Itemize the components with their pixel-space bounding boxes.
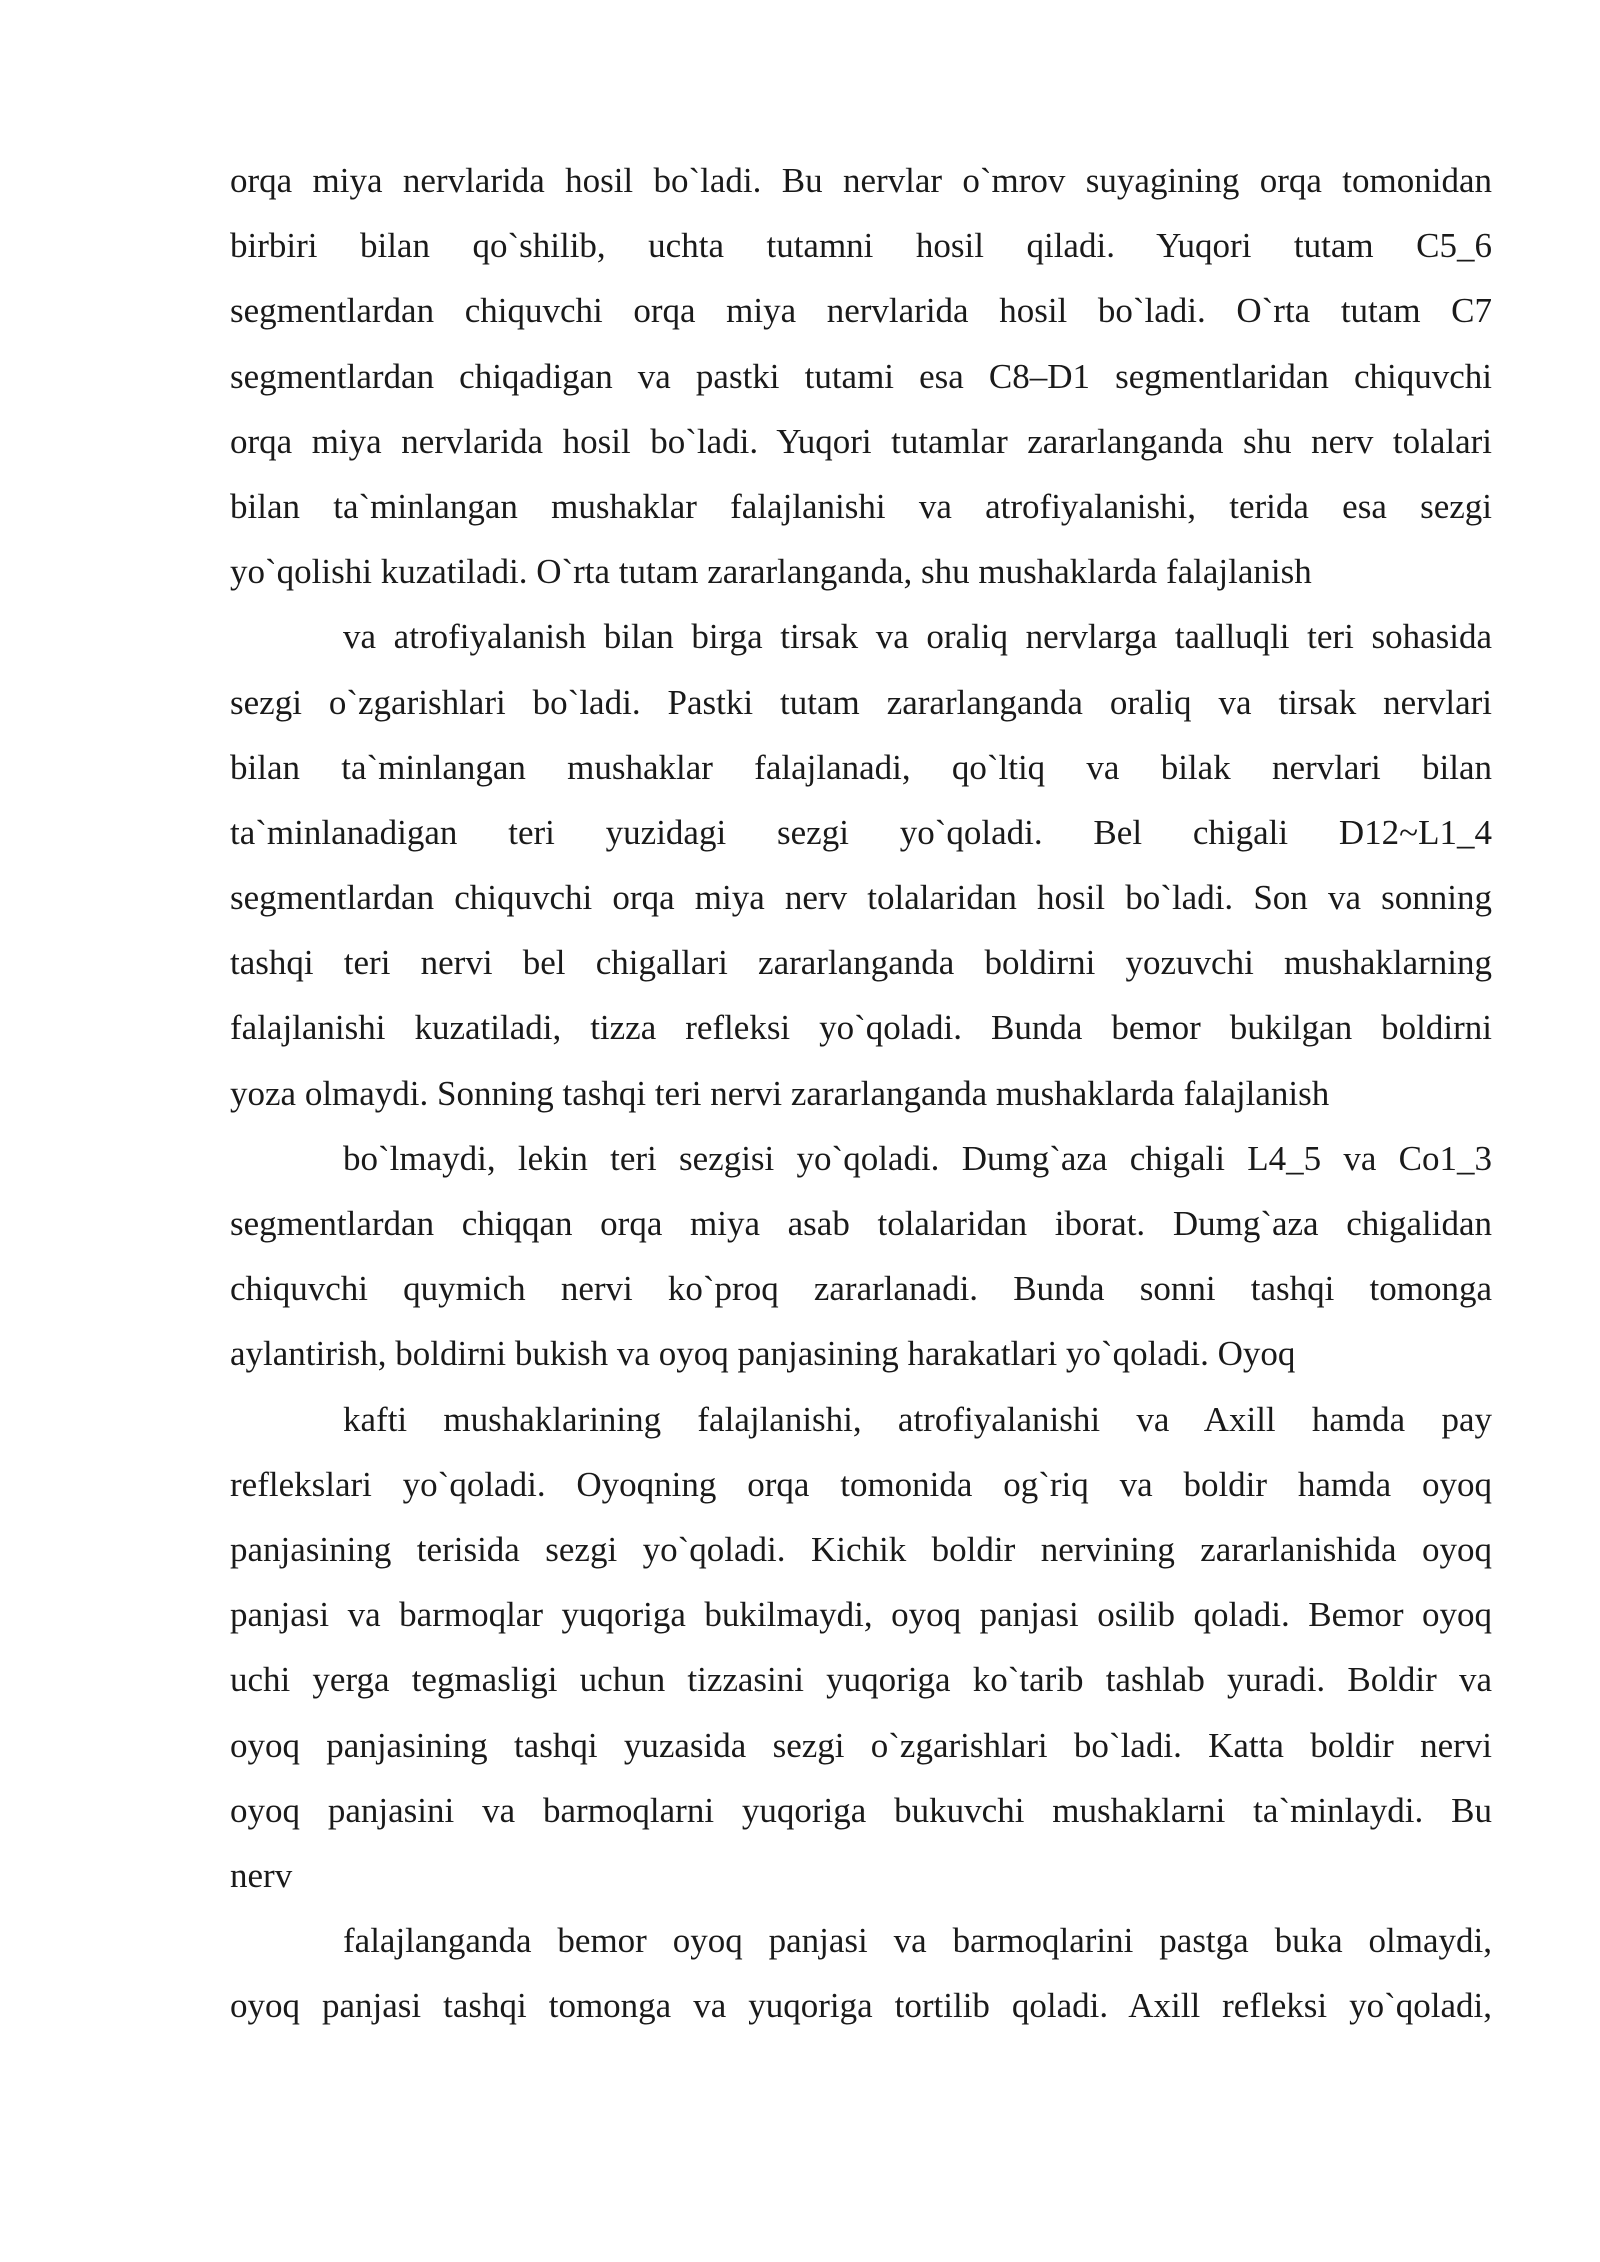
text-line: oyoq panjasi tashqi tomonga va yuqoriga tortilib qoladi. Axill refleksi yo`qoladi, [230, 1986, 1492, 2026]
text-line: segmentlardan chiqadigan va pastki tutami esa C8–D1 segmentlaridan chiquvchi [230, 356, 1492, 396]
text-line: falajlanishi kuzatiladi, tizza refleksi yo`qoladi. Bunda bemor bukilgan boldirni [230, 1008, 1492, 1048]
text-line: va atrofiyalanish bilan birga tirsak va oraliq nervlarga taalluqli teri sohasida [343, 617, 1492, 657]
text-line: segmentlardan chiquvchi orqa miya nerv tolalaridan hosil bo`ladi. Son va sonning [230, 878, 1492, 918]
text-line: oyoq panjasini va barmoqlarni yuqoriga bukuvchi mushaklarni ta`minlaydi. Bu [230, 1790, 1492, 1830]
text-line: panjasining terisida sezgi yo`qoladi. Kichik boldir nervining zararlanishida oyoq [230, 1529, 1492, 1569]
text-line: segmentlardan chiqqan orqa miya asab tolalaridan iborat. Dumg`aza chigalidan [230, 1204, 1492, 1243]
text-line: falajlanganda bemor oyoq panjasi va barmoqlarini pastga buka olmaydi, [343, 1921, 1492, 1961]
text-line: uchi yerga tegmasligi uchun tizzasini yuqoriga ko`tarib tashlab yuradi. Boldir va [230, 1660, 1492, 1700]
text-line: segmentlardan chiquvchi orqa miya nervlarida hosil bo`ladi. O`rta tutam C7 [230, 291, 1492, 331]
text-line: aylantirish, boldirni bukish va oyoq panjasining harakatlari yo`qoladi. Oyoq [230, 1334, 1296, 1374]
text-line: chiquvchi quymich nervi ko`proq zararlanadi. Bunda sonni tashqi tomonga [230, 1269, 1492, 1309]
text-line: bilan ta`minlangan mushaklar falajlanadi, qo`ltiq va bilak nervlari bilan [230, 747, 1492, 787]
text-line: birbiri bilan qo`shilib, uchta tutamni hosil qiladi. Yuqori tutam C5_6 [230, 226, 1492, 266]
document-body [230, 148, 1492, 2038]
text-line: oyoq panjasining tashqi yuzasida sezgi o`zgarishlari bo`ladi. Katta boldir nervi [230, 1725, 1492, 1765]
text-line: tashqi teri nervi bel chigallari zararlanganda boldirni yozuvchi mushaklarning [230, 943, 1492, 983]
text-line: bilan ta`minlangan mushaklar falajlanishi va atrofiyalanishi, terida esa sezgi [230, 486, 1492, 526]
text-line: reflekslari yo`qoladi. Oyoqning orqa tomonida og`riq va boldir hamda oyoq [230, 1464, 1492, 1504]
text-line: nerv [230, 1855, 293, 1895]
text-line: orqa miya nervlarida hosil bo`ladi. Bu nervlar o`mrov suyagining orqa tomonidan [230, 161, 1492, 200]
text-line: sezgi o`zgarishlari bo`ladi. Pastki tutam zararlanganda oraliq va tirsak nervlari [230, 682, 1492, 722]
text-line: kafti mushaklarining falajlanishi, atrofiyalanishi va Axill hamda pay [343, 1399, 1492, 1439]
text-line: bo`lmaydi, lekin teri sezgisi yo`qoladi. Dumg`aza chigali L4_5 va Co1_3 [343, 1138, 1492, 1178]
text-line: orqa miya nervlarida hosil bo`ladi. Yuqori tutamlar zararlanganda shu nerv tolalari [230, 421, 1492, 461]
text-line: panjasi va barmoqlar yuqoriga bukilmaydi, oyoq panjasi osilib qoladi. Bemor oyoq [230, 1595, 1492, 1635]
text-line: yoza olmaydi. Sonning tashqi teri nervi zararlanganda mushaklarda falajlanish [230, 1073, 1330, 1113]
text-line: ta`minlanadigan teri yuzidagi sezgi yo`qoladi. Bel chigali D12~L1_4 [230, 812, 1492, 852]
text-line: yo`qolishi kuzatiladi. O`rta tutam zararlanganda, shu mushaklarda falajlanish [230, 552, 1312, 592]
